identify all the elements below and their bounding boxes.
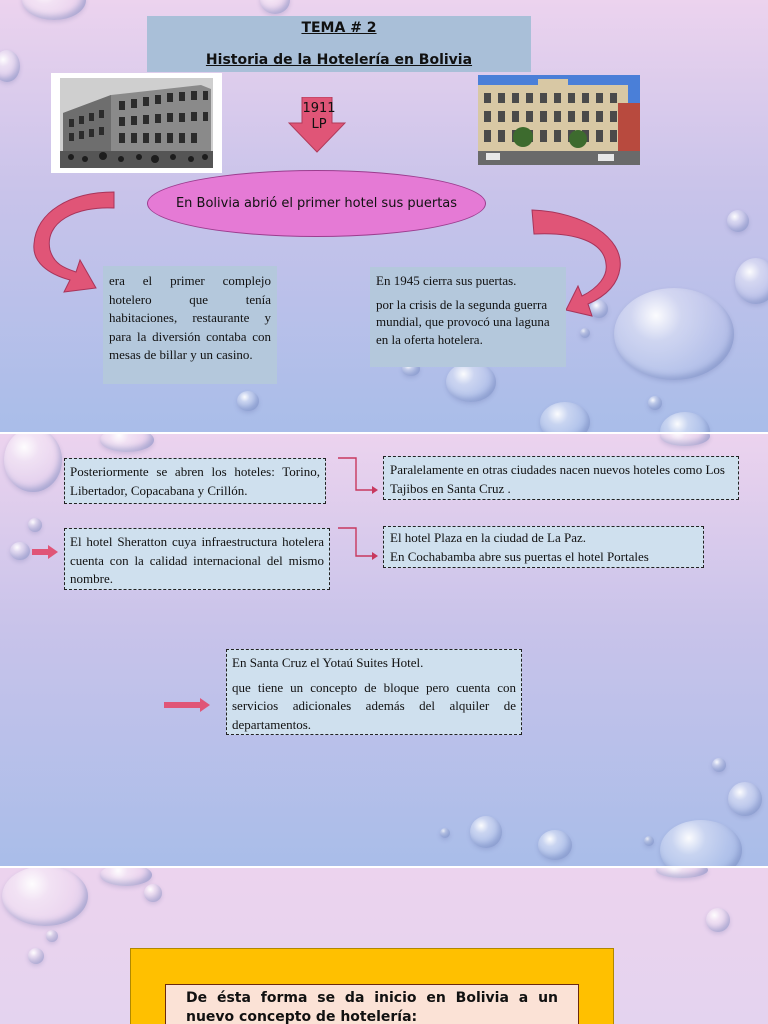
closure-description (370, 267, 566, 367)
elbow-connector-arrow (338, 456, 378, 496)
portales-text: En Cochabamba abre sus puertas el hotel Portales (390, 548, 649, 564)
closure-reason-text: por la crisis de la segunda guerra mundial, que provocó una laguna en la oferta hotelera. (376, 296, 550, 347)
modern-hotel-photo (478, 75, 640, 165)
water-drop-decoration (706, 908, 730, 932)
water-drop-decoration (260, 0, 290, 14)
water-drop-decoration (727, 210, 749, 232)
water-drop-decoration (22, 0, 86, 20)
year-place-label (288, 101, 350, 133)
water-drop-decoration (4, 434, 62, 492)
water-drop-decoration (660, 820, 742, 866)
water-drop-decoration (144, 884, 162, 902)
water-drop-decoration (237, 391, 259, 411)
water-drop-decoration (644, 836, 654, 846)
other-cities-box (383, 456, 739, 500)
sheraton-box (64, 528, 330, 590)
water-drop-decoration (540, 402, 590, 432)
water-drop-decoration (614, 288, 734, 380)
water-drop-decoration (28, 948, 44, 964)
closure-year-text: En 1945 cierra sus puertas. (376, 273, 517, 288)
hotels-opened-text: Posteriormente se abren los hoteles: Torino, Libertador, Copacabana y Crillón. (70, 464, 320, 498)
slide-1 (0, 0, 768, 432)
first-hotel-oval: En Bolivia abrió el primer hotel sus puertas (147, 170, 486, 237)
water-drop-decoration (28, 518, 42, 532)
water-drop-decoration (446, 362, 496, 402)
water-drop-decoration (10, 542, 30, 560)
right-arrow-shape (32, 545, 58, 559)
yotau-title-text: En Santa Cruz el Yotaú Suites Hotel. (232, 655, 424, 670)
slide-2 (0, 434, 768, 866)
slide-3 (0, 868, 768, 1024)
first-hotel-description (103, 266, 277, 384)
water-drop-decoration (2, 868, 88, 926)
water-drop-decoration (660, 412, 710, 432)
right-arrow-shape (164, 698, 210, 712)
title-box (147, 16, 531, 72)
other-cities-text: Paralelamente en otras ciudades nacen nuevos hoteles como Los Tajibos en Santa Cruz . (390, 462, 725, 496)
water-drop-decoration (735, 258, 768, 304)
water-drop-decoration (470, 816, 502, 848)
plaza-text: El hotel Plaza en la ciudad de La Paz. (390, 530, 587, 545)
water-drop-decoration (100, 868, 152, 886)
water-drop-decoration (538, 830, 572, 860)
conclusion-box: De ésta forma se da inicio en Bolivia a un nuevo concepto de hotelería: (165, 984, 579, 1024)
water-drop-decoration (580, 328, 590, 338)
elbow-connector-arrow (338, 526, 378, 562)
place-label: LP (311, 117, 327, 132)
first-hotel-description-text: era el primer complejo hotelero que tenía habitaciones, restaurante y para la diversión contaba con mesas de billar y un casino. (109, 273, 271, 362)
water-drop-decoration (0, 50, 20, 82)
water-drop-decoration (660, 434, 710, 446)
water-drop-decoration (440, 828, 450, 838)
page-title: Historia de la Hotelería en Bolivia (205, 52, 473, 68)
water-drop-decoration (656, 868, 708, 878)
sheraton-text: El hotel Sheratton cuya infraestructura hotelera cuenta con la calidad internacional del mismo nombre. (70, 534, 324, 586)
hotels-opened-box (64, 458, 326, 504)
water-drop-decoration (648, 396, 662, 410)
water-drop-decoration (100, 434, 154, 452)
year-label: 1911 (302, 101, 336, 116)
yotau-description-text: que tiene un concepto de bloque pero cuenta con servicios adicionales además del alquiler de departamentos. (232, 679, 516, 732)
plaza-portales-box (383, 526, 704, 568)
historic-hotel-photo (51, 73, 222, 173)
water-drop-decoration (728, 782, 762, 816)
water-drop-decoration (712, 758, 726, 772)
yotau-box (226, 649, 522, 735)
topic-number: TEMA # 2 (301, 20, 377, 36)
water-drop-decoration (46, 930, 58, 942)
